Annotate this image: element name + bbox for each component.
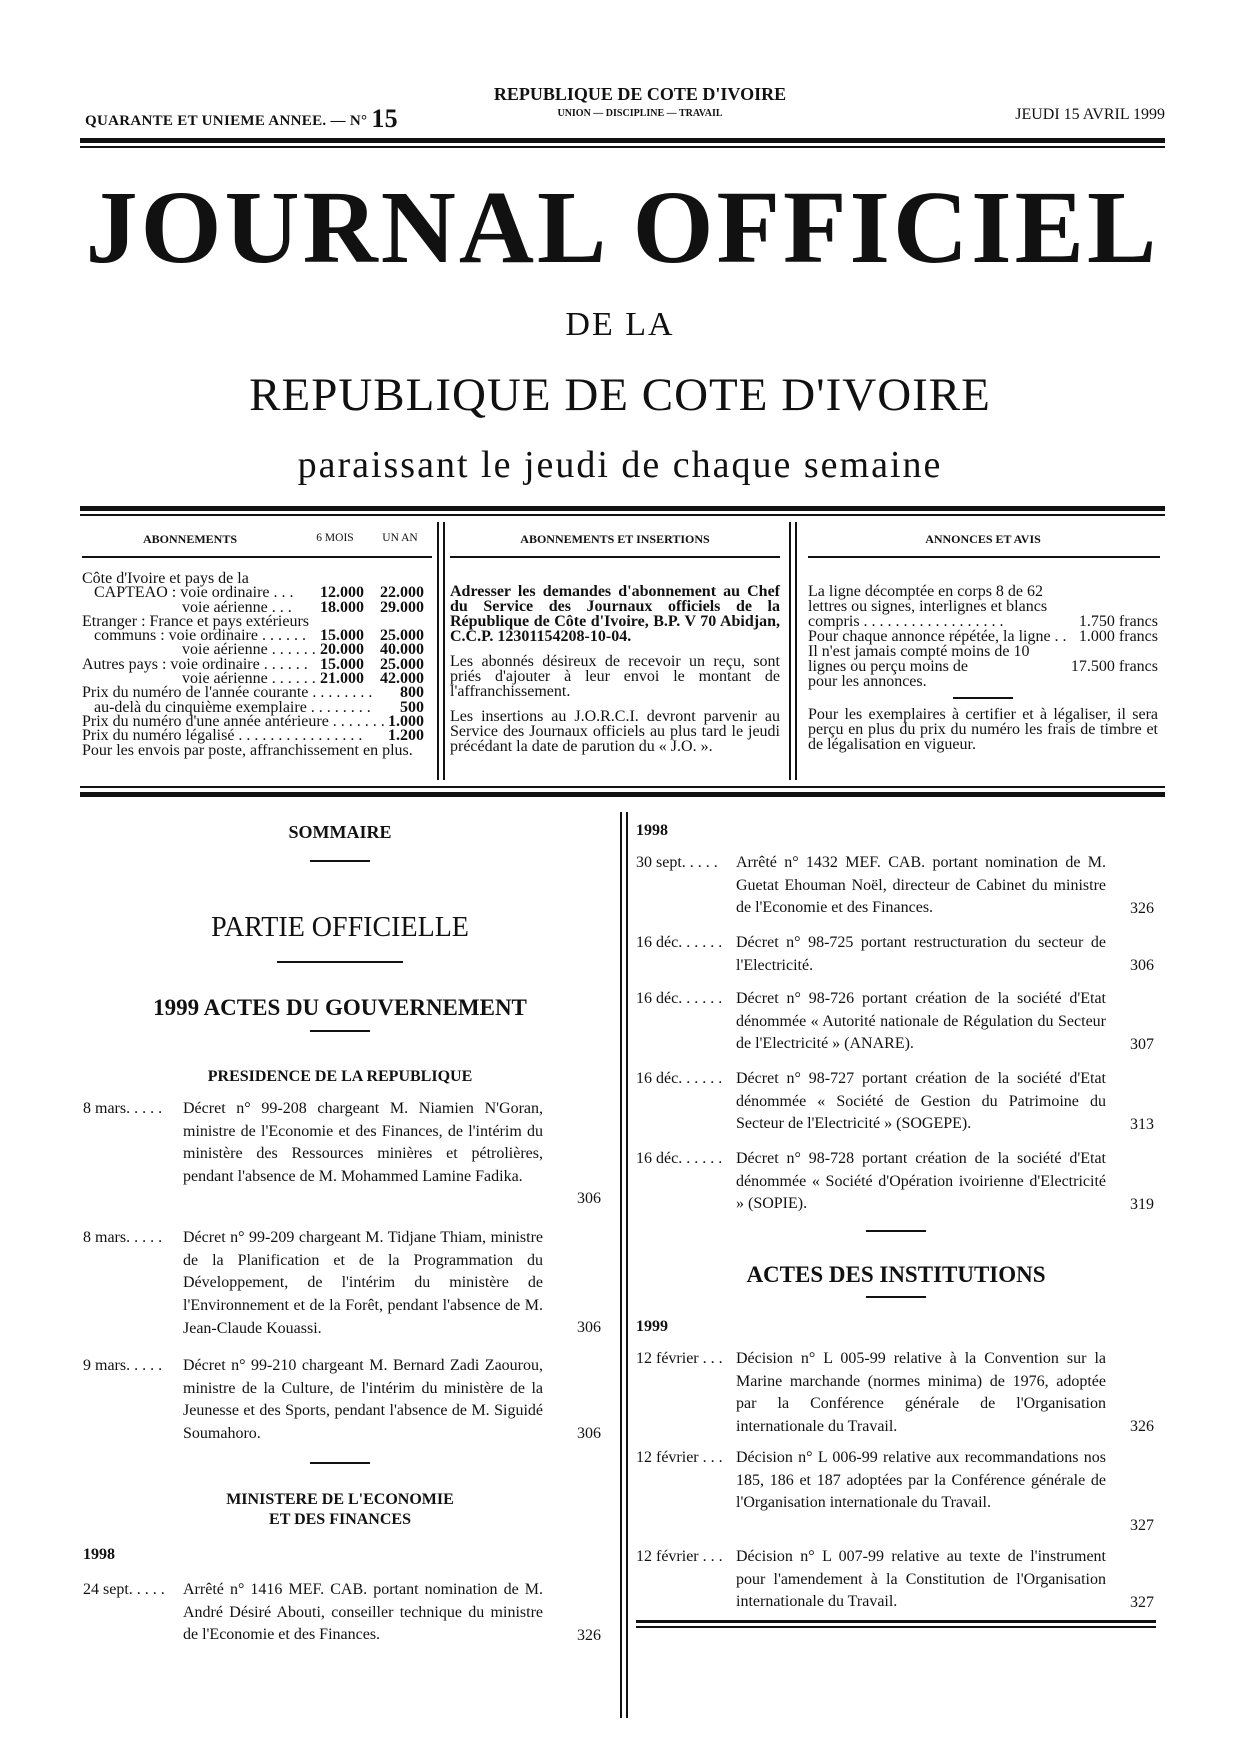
rate-row: Pour les envois par poste, affranchissement en plus. — [82, 741, 413, 759]
title-de-la: DE LA — [565, 306, 675, 343]
partie-separator — [277, 961, 403, 963]
sommaire-entry — [636, 1447, 1156, 1539]
sommaire-column-divider — [620, 812, 622, 1718]
abonnements-heading: ABONNEMENTS — [142, 532, 237, 546]
annonce-separator — [953, 697, 1013, 699]
partie-officielle-heading: PARTIE OFFICIELLE — [211, 912, 469, 943]
entry-page: 327 — [1130, 1594, 1154, 1611]
entry-page: 306 — [1130, 957, 1154, 974]
edition-label: QUARANTE ET UNIEME ANNEE. — N° — [85, 113, 368, 129]
subscription-address: Adresser les demandes d'abonnement au Chef du Service des Journaux officiels de la République de Côte d'Ivoire, B.P. V 70 Abidjan, C.C.P. 12301154208-10-04. — [450, 583, 780, 645]
annonces-avis-heading: ANNONCES ET AVIS — [925, 532, 1041, 546]
rate-row: Autres pays : voie ordinaire . . . . . . 15.000 25.000 — [82, 655, 424, 673]
rate-row: voie aérienne . . . 18.000 29.000 — [182, 598, 424, 616]
six-mois-heading: 6 MOIS — [316, 532, 354, 544]
legalisation-note: Pour les exemplaires à certifier et à légaliser, il sera perçu en plus du prix du numéro les frais de timbre et de légalisation en vigueur. — [808, 705, 1158, 753]
rate-row: Prix du numéro de l'année courante . . . . . . . . 800 — [82, 684, 424, 702]
subscription-divider-2b — [795, 522, 797, 780]
sommaire-entry — [636, 1348, 1156, 1440]
abonnements-insertions-heading: ABONNEMENTS ET INSERTIONS — [520, 532, 710, 546]
actes-gouvernement-heading: 1999 ACTES DU GOUVERNEMENT — [153, 995, 527, 1020]
national-motto: UNION — DISCIPLINE — TRAVAIL — [557, 108, 723, 119]
annonces-avis-text — [808, 584, 1158, 752]
entry-page: 306 — [577, 1190, 601, 1207]
subscription-rule-top — [80, 506, 1165, 511]
rate-row: CAPTEAO : voie ordinaire . . . 12.000 22.000 — [94, 584, 424, 602]
entry-date: 30 sept. . . . . — [636, 854, 718, 871]
entry-date: 8 mars. . . . . — [83, 1229, 163, 1246]
annonce-minimum-line: Il n'est jamais compté moins de 10 lignes ou perçu moins de 17.500 francs — [808, 643, 1158, 675]
bottom-rule — [636, 1620, 1156, 1623]
sommaire-entry — [83, 1579, 603, 1649]
subscription-divider-2 — [789, 522, 791, 780]
col1-rule — [82, 556, 432, 558]
sommaire-entry — [636, 1546, 1156, 1616]
entry-date: 16 déc. . . . . . — [636, 1150, 723, 1167]
entry-date: 8 mars. . . . . — [83, 1100, 163, 1117]
rate-row: au-delà du cinquième exemplaire . . . . . . . . 500 — [94, 698, 424, 716]
entry-page: 306 — [577, 1425, 601, 1442]
entry-text: Décret n° 98-725 portant restructuration du secteur de l'Electricité. — [736, 934, 1106, 974]
subscription-rule-bottom — [80, 792, 1165, 797]
rate-row: Côte d'Ivoire et pays de la — [82, 570, 249, 587]
entry-date: 24 sept. . . . . — [83, 1581, 165, 1598]
actes-gov-separator — [310, 1030, 370, 1032]
entry-page: 313 — [1130, 1116, 1154, 1133]
sommaire-entry — [83, 1355, 603, 1447]
rate-row: communs : voie ordinaire . . . . . . 15.000 25.000 — [94, 627, 424, 645]
edition-line — [85, 104, 398, 134]
subscription-divider-1b — [443, 522, 445, 780]
entry-text: Décision n° L 005-99 relative à la Convention sur la Marine marchande (normes minima) de 1976, adoptée par la Conférence générale de l'Organisation internationale du Travail. — [736, 1350, 1106, 1436]
entry-page: 306 — [577, 1319, 601, 1336]
insertion-deadline-note: Les insertions au J.O.R.C.I. devront parvenir au Service des Journaux officiels au plus tard le jeudi précédant la date de parution du « J.O. ». — [450, 708, 780, 755]
entry-date: 16 déc. . . . . . — [636, 990, 723, 1007]
entry-date: 12 février . . . — [636, 1548, 723, 1565]
entry-text: Décret n° 98-726 portant création de la société d'Etat dénommée « Autorité nationale de Régulation du Secteur de l'Electricité » (ANARE). — [736, 990, 1106, 1053]
subscription-rule-top-thin — [80, 514, 1165, 516]
subscription-divider-1 — [437, 522, 439, 780]
year-label: 1998 — [636, 822, 668, 839]
actes-inst-separator — [866, 1296, 926, 1298]
rate-row: voie aérienne . . . . . . 21.000 42.000 — [182, 670, 424, 688]
issue-date: JEUDI 15 AVRIL 1999 — [1015, 106, 1165, 123]
journal-title: JOURNAL OFFICIEL — [85, 170, 1160, 285]
sommaire-entry — [636, 852, 1156, 922]
entry-text: Décret n° 99-209 chargeant M. Tidjane Thiam, ministre de la Planification et de la Programmation du Développement, de l'intérim du ministère de l'Environnement et de la Forêt, pendant l'absence de M. Jean-Claude Kouassi. — [183, 1229, 543, 1337]
entry-date: 12 février . . . — [636, 1350, 723, 1367]
sommaire-entry — [636, 1148, 1156, 1218]
annonce-repeat-line: Pour chaque annonce répétée, la ligne . . 1.000 francs — [808, 628, 1158, 645]
sommaire-entry — [83, 1098, 603, 1210]
abonnements-insertions-text — [450, 584, 780, 754]
entry-date: 9 mars. . . . . — [83, 1357, 163, 1374]
entry-page: 327 — [1130, 1517, 1154, 1534]
year-label: 1999 — [636, 1318, 668, 1335]
year-label: 1998 — [83, 1546, 115, 1563]
subscription-rule-bottom-thin — [80, 786, 1165, 788]
rates-table — [82, 572, 432, 758]
entry-text: Décision n° L 007-99 relative au texte de l'instrument pour l'amendement à la Constitution de l'Organisation internationale du Travail. — [736, 1548, 1106, 1611]
actes-inst-separator-top — [866, 1230, 926, 1232]
ministere-separator — [310, 1462, 370, 1464]
republic-heading: REPUBLIQUE DE COTE D'IVOIRE — [493, 84, 787, 104]
sommaire-entry — [83, 1227, 603, 1339]
sommaire-separator — [310, 860, 370, 862]
un-an-heading: UN AN — [382, 532, 418, 544]
entry-text: Décret n° 99-210 chargeant M. Bernard Zadi Zaourou, ministre de la Culture, de l'intérim du ministère de la Jeunesse et des Sports, pendant l'absence de M. Siguidé Soumahoro. — [183, 1357, 543, 1443]
masthead-rule — [80, 138, 1165, 143]
masthead-rule-thin — [80, 146, 1165, 148]
ministere-line-1: MINISTERE DE L'ECONOMIE — [226, 1491, 454, 1508]
entry-date: 16 déc. . . . . . — [636, 1070, 723, 1087]
entry-text: Décision n° L 006-99 relative aux recommandations nos 185, 186 et 187 adoptées par la Conférence générale de l'Organisation internationale du Travail. — [736, 1449, 1106, 1512]
entry-page: 326 — [1130, 900, 1154, 917]
issue-number: 15 — [371, 104, 398, 133]
rate-row: voie aérienne . . . . . . 20.000 40.000 — [182, 641, 424, 659]
actes-institutions-heading: ACTES DES INSTITUTIONS — [746, 1262, 1046, 1287]
col3-rule — [808, 556, 1160, 558]
sommaire-column-divider-b — [626, 812, 628, 1718]
receipt-note: Les abonnés désireux de recevoir un reçu, sont priés d'ajouter à leur envoi le montant de l'affranchissement. — [450, 653, 780, 700]
annonce-minimum-suffix: pour les annonces. — [808, 673, 927, 690]
masthead-center — [440, 84, 840, 119]
ministere-line-2: ET DES FINANCES — [269, 1511, 411, 1528]
entry-text: Décret n° 98-727 portant création de la société d'Etat dénommée « Société de Gestion du Patrimoine du Secteur de l'Electricité » (SOGEPE). — [736, 1070, 1106, 1133]
entry-text: Arrêté n° 1416 MEF. CAB. portant nomination de M. André Désiré Abouti, conseiller technique du ministre de l'Economie et des Finances. — [183, 1581, 543, 1644]
sommaire-title: SOMMAIRE — [288, 822, 392, 842]
presidence-heading: PRESIDENCE DE LA REPUBLIQUE — [207, 1068, 473, 1085]
entry-text: Arrêté n° 1432 MEF. CAB. portant nomination de M. Guetat Ehouman Noël, directeur de Cabinet du ministre de l'Economie et des Finances. — [736, 854, 1106, 917]
annonce-rate-line: La ligne décomptée en corps 8 de 62 lettres ou signes, interlignes et blancs compris . . . . . . . . . . . . . . . . . . 1.750 francs — [808, 583, 1158, 630]
entry-date: 12 février . . . — [636, 1449, 723, 1466]
sommaire-entry — [636, 932, 1156, 980]
rate-row: Prix du numéro d'une année antérieure . . . . . . . 1.000 — [82, 712, 424, 730]
sommaire-entry — [636, 988, 1156, 1058]
periodicity-line: paraissant le jeudi de chaque semaine — [297, 444, 943, 486]
ministere-heading — [80, 1490, 600, 1530]
entry-page: 326 — [577, 1627, 601, 1644]
sommaire-entry — [636, 1068, 1156, 1138]
entry-page: 326 — [1130, 1418, 1154, 1435]
entry-page: 319 — [1130, 1196, 1154, 1213]
rate-row: Prix du numéro légalisé . . . . . . . . . . . . . . . . 1.200 — [82, 727, 424, 745]
col2-rule — [450, 556, 780, 558]
rate-row: Etranger : France et pays extérieurs — [82, 612, 310, 630]
entry-page: 307 — [1130, 1036, 1154, 1053]
entry-text: Décret n° 98-728 portant création de la société d'Etat dénommée « Société d'Opération ivoirienne d'Electricité » (SOPIE). — [736, 1150, 1106, 1213]
entry-text: Décret n° 99-208 chargeant M. Niamien N'Goran, ministre de l'Economie et des Finances, de l'intérim du ministère des Ressources minières et pétrolières, pendant l'absence de M. Mohammed Lamine Fadika. — [183, 1100, 543, 1186]
bottom-rule-thin — [636, 1626, 1156, 1628]
entry-date: 16 déc. . . . . . — [636, 934, 723, 951]
title-republique: REPUBLIQUE DE COTE D'IVOIRE — [249, 369, 991, 421]
